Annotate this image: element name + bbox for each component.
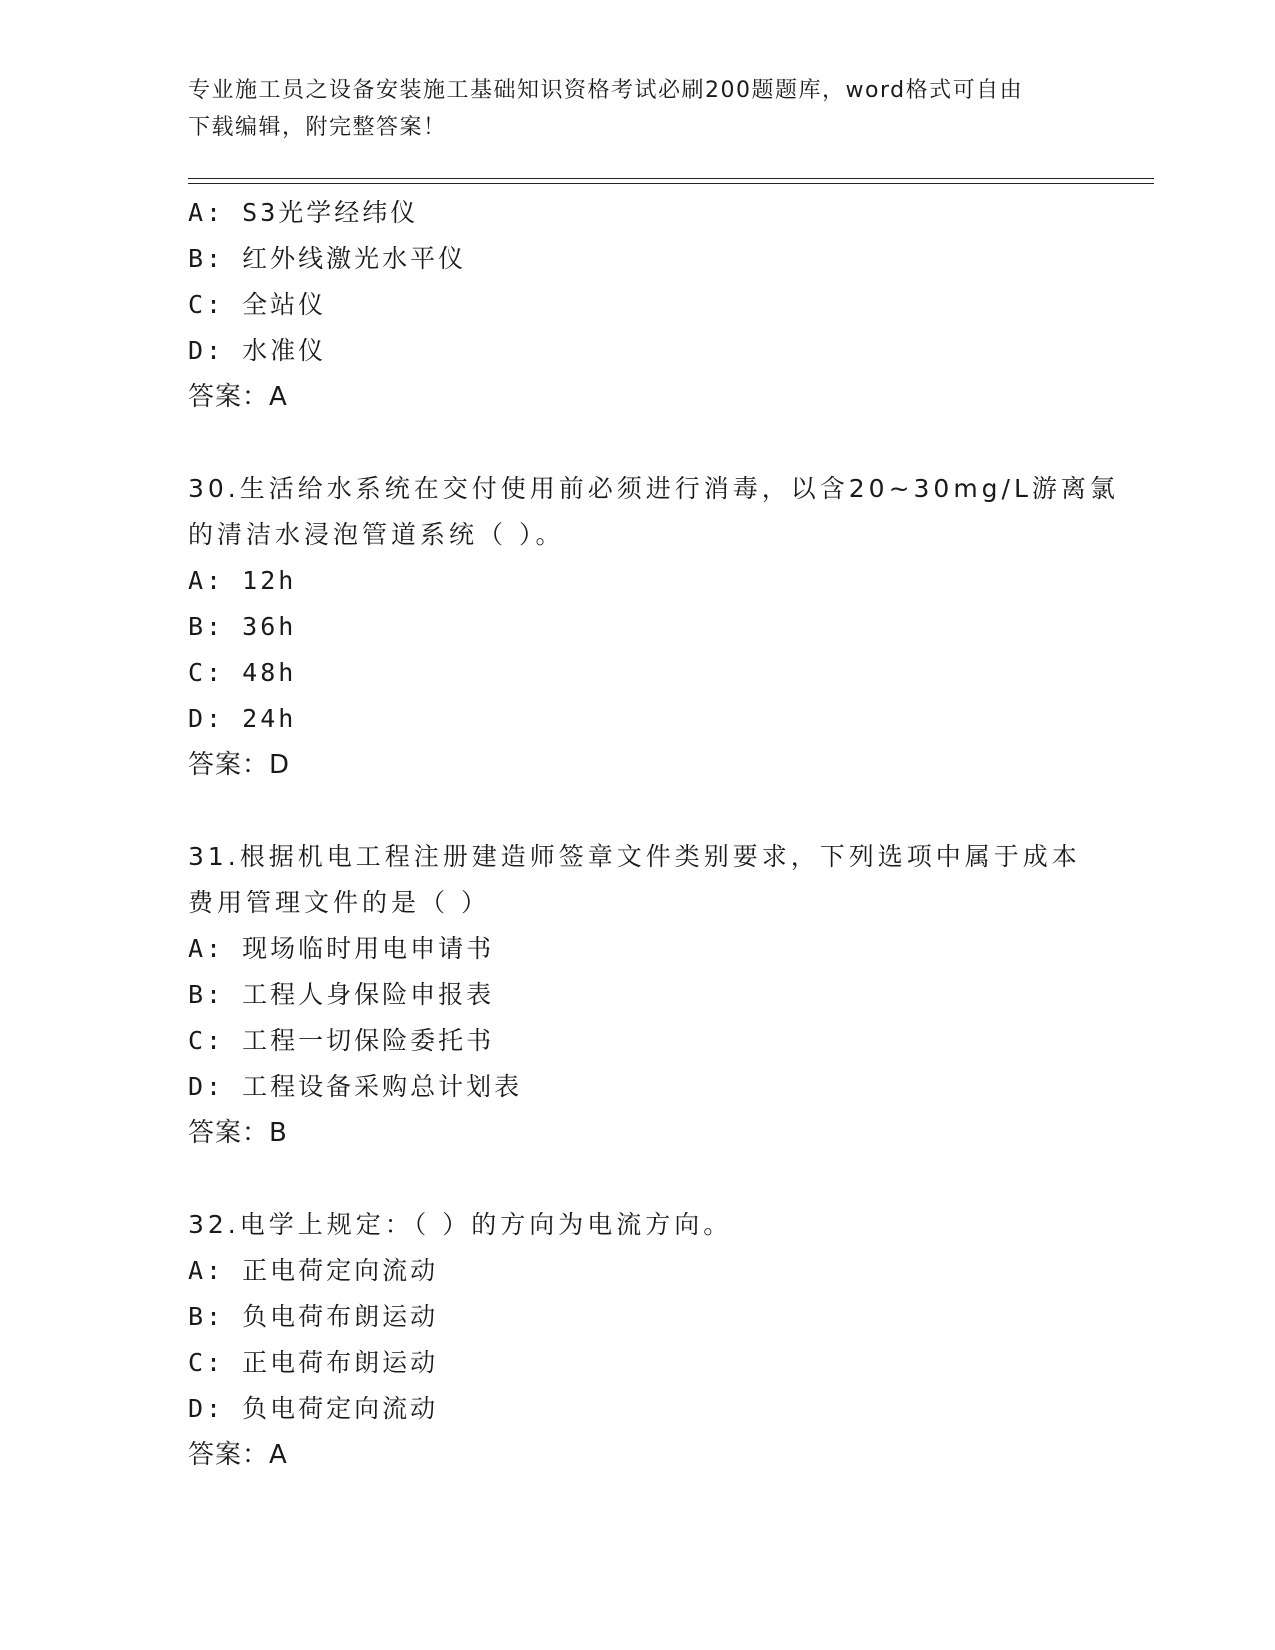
header-divider-bottom	[188, 183, 1154, 184]
question-text-line-1: 30.生活给水系统在交付使用前必须进行消毒，以含20~30mg/L游离氯	[188, 474, 1119, 503]
option-d: D: 水准仪	[188, 336, 327, 365]
option-b: B: 负电荷布朗运动	[188, 1302, 439, 1331]
question-31	[188, 834, 1088, 1156]
header-line-2: 下载编辑，附完整答案！	[188, 115, 447, 140]
option-c: C: 全站仪	[188, 290, 327, 319]
answer-line: 答案：A	[188, 1440, 288, 1470]
question-text-line-1: 31.根据机电工程注册建造师签章文件类别要求，下列选项中属于成本	[188, 842, 1081, 871]
document-header	[188, 72, 1088, 146]
option-b: B: 红外线激光水平仪	[188, 244, 467, 273]
question-text-line-1: 32.电学上规定：（ ）的方向为电流方向。	[188, 1210, 733, 1239]
answer-line: 答案：D	[188, 750, 291, 780]
option-d: D: 24h	[188, 704, 297, 733]
option-b: B: 工程人身保险申报表	[188, 980, 495, 1009]
option-d: D: 工程设备采购总计划表	[188, 1072, 523, 1101]
question-text-line-2: 费用管理文件的是（ ）	[188, 888, 490, 917]
option-c: C: 正电荷布朗运动	[188, 1348, 439, 1377]
option-c: C: 工程一切保险委托书	[188, 1026, 495, 1055]
question-30	[188, 466, 1119, 788]
option-a: A: 12h	[188, 566, 297, 595]
spacer	[188, 420, 1088, 466]
spacer	[188, 1156, 1088, 1202]
question-text-line-2: 的清洁水浸泡管道系统（ ）。	[188, 520, 565, 549]
question-29	[188, 190, 1088, 420]
question-32	[188, 1202, 1088, 1478]
option-a: A: 现场临时用电申请书	[188, 934, 495, 963]
answer-line: 答案：A	[188, 382, 288, 412]
option-a: A: 正电荷定向流动	[188, 1256, 439, 1285]
question-list	[188, 190, 1119, 1478]
answer-line: 答案：B	[188, 1118, 288, 1148]
header-line-1: 专业施工员之设备安装施工基础知识资格考试必刷200题题库，word格式可自由	[188, 78, 1024, 103]
option-c: C: 48h	[188, 658, 297, 687]
header-divider-top	[188, 178, 1154, 179]
option-d: D: 负电荷定向流动	[188, 1394, 439, 1423]
option-b: B: 36h	[188, 612, 297, 641]
spacer	[188, 788, 1088, 834]
option-a: A: S3光学经纬仪	[188, 198, 419, 227]
